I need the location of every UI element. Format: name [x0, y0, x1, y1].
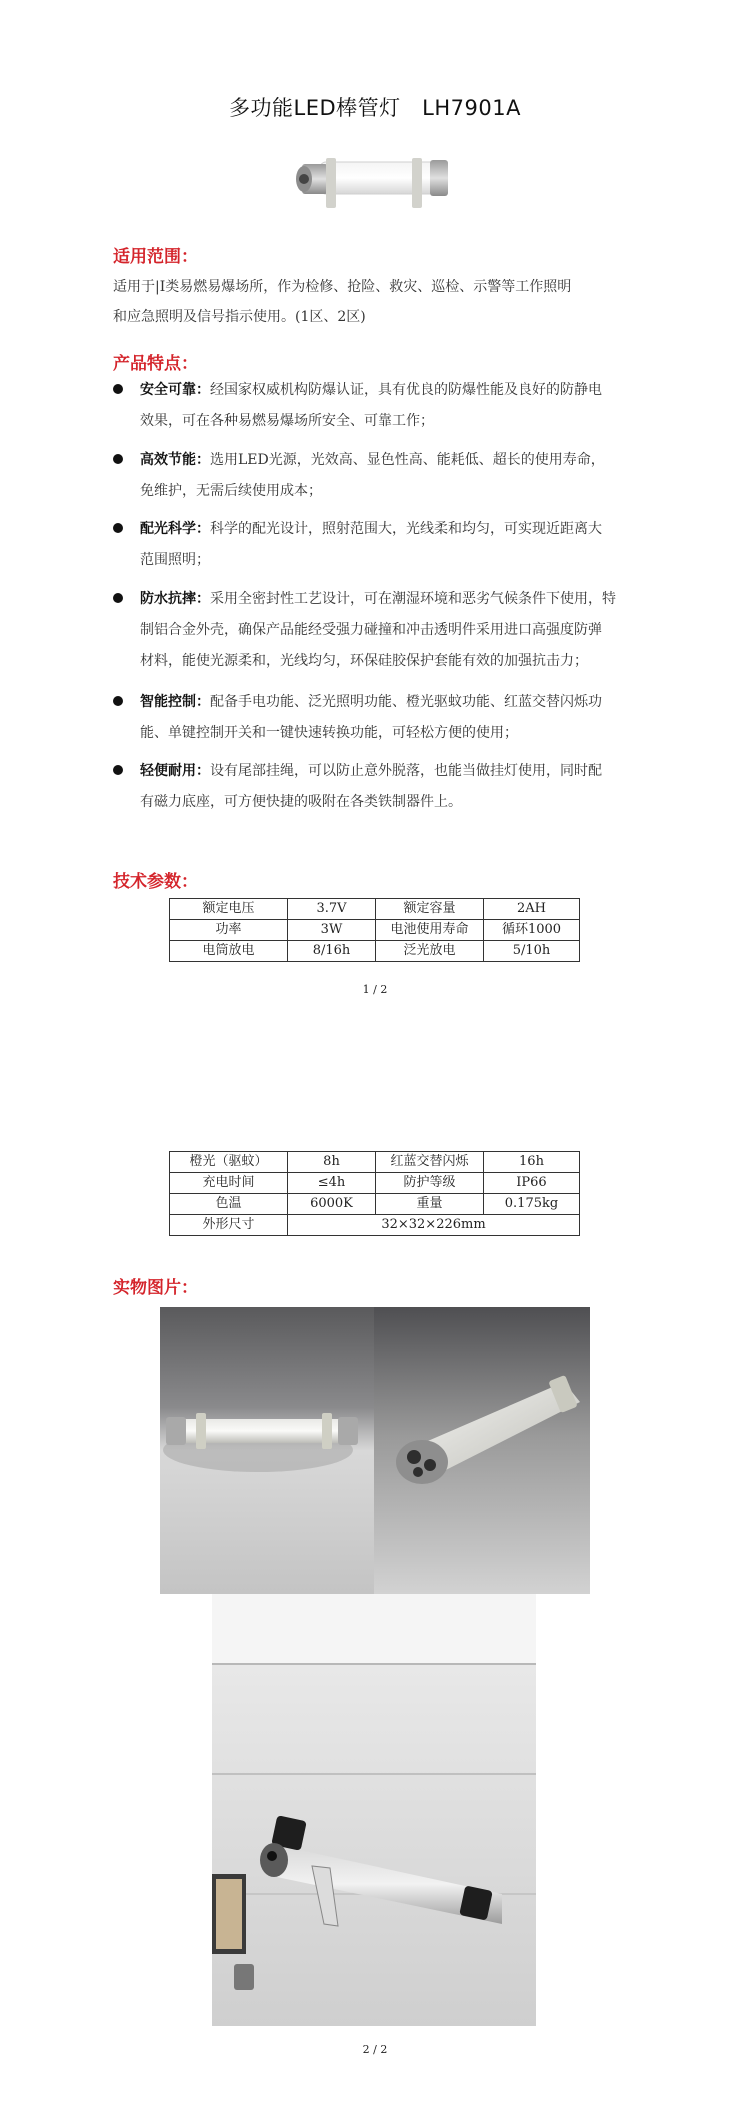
feature-text: 效果，可在各种易燃易爆场所安全、可靠工作； [140, 413, 434, 429]
feature-text: 配备手电功能、泛光照明功能、橙光驱蚊功能、红蓝交替闪烁功 [210, 694, 602, 710]
product-photo-side [160, 1307, 374, 1594]
feature-item: 安全可靠：经国家权威机构防爆认证，具有优良的防爆性能及良好的防静电 效果，可在各种易燃易爆场所安全、可靠工作； [113, 375, 643, 437]
feature-name: 配光科学 [140, 521, 196, 537]
feature-text: 选用LED光源，光效高、显色性高、能耗低、超长的使用寿命， [210, 452, 605, 468]
spec-value: 32×32×226mm [288, 1215, 580, 1236]
spec-label: 功率 [170, 920, 288, 941]
page-title: 多功能LED棒管灯 LH7901A [229, 96, 521, 120]
feature-item: 防水抗摔：采用全密封性工艺设计，可在潮湿环境和恶劣气候条件下使用，特 制铝合金外壳，确保产品能经受强力碰撞和冲击透明件采用进口高强度防弹 材料，能使光源柔和，光线均匀，环保硅胶保护套能有效的加强抗击力； [113, 584, 643, 677]
table-row [170, 941, 580, 962]
table-row [170, 1194, 580, 1215]
feature-text: 有磁力底座，可方便快捷的吸附在各类铁制器件上。 [140, 794, 462, 810]
feature-item: 高效节能：选用LED光源，光效高、显色性高、能耗低、超长的使用寿命， 免维护，无需后续使用成本； [113, 445, 643, 507]
spec-value: 3.7V [288, 899, 376, 920]
feature-text: 制铝合金外壳，确保产品能经受强力碰撞和冲击透明件采用进口高强度防弹 [140, 622, 602, 638]
spec-value: 0.175kg [484, 1194, 580, 1215]
scope-line: 和应急照明及信号指示使用。(1区、2区) [113, 309, 366, 325]
spec-label: 橙光（驱蚊） [170, 1152, 288, 1173]
feature-text: 免维护，无需后续使用成本； [140, 483, 322, 499]
spec-label: 充电时间 [170, 1173, 288, 1194]
scope-line: 适用于|Ⅰ类易燃易爆场所，作为检修、抢险、救灾、巡检、示警等工作照明 [113, 279, 572, 295]
feature-text: 采用全密封性工艺设计，可在潮湿环境和恶劣气候条件下使用，特 [210, 591, 616, 607]
spec-label: 色温 [170, 1194, 288, 1215]
spec-value: ≤4h [288, 1173, 376, 1194]
spec-value: 循环1000 [484, 920, 580, 941]
spec-label: 红蓝交替闪烁 [376, 1152, 484, 1173]
spec-label: 电筒放电 [170, 941, 288, 962]
feature-text: 经国家权威机构防爆认证，具有优良的防爆性能及良好的防静电 [210, 382, 602, 398]
bullet-icon [113, 454, 123, 464]
feature-text: 材料，能使光源柔和，光线均匀，环保硅胶保护套能有效的加强抗击力； [140, 653, 588, 669]
feature-name: 智能控制 [140, 694, 196, 710]
table-row [170, 899, 580, 920]
section-features-heading: 产品特点： [113, 354, 198, 374]
spec-value: 6000K [288, 1194, 376, 1215]
spec-label: 泛光放电 [376, 941, 484, 962]
spec-label: 电池使用寿命 [376, 920, 484, 941]
section-specs-heading: 技术参数： [113, 872, 198, 892]
spec-table-2 [169, 1151, 580, 1236]
bullet-icon [113, 696, 123, 706]
scope-paragraph [113, 272, 633, 332]
spec-table-1 [169, 898, 580, 962]
feature-text: 设有尾部挂绳，可以防止意外脱落，也能当做挂灯使用，同时配 [210, 763, 602, 779]
feature-name: 轻便耐用 [140, 763, 196, 779]
spec-value: 5/10h [484, 941, 580, 962]
section-scope-heading: 适用范围： [113, 247, 198, 267]
spec-value: 8/16h [288, 941, 376, 962]
spec-value: IP66 [484, 1173, 580, 1194]
spec-value: 3W [288, 920, 376, 941]
feature-name: 安全可靠 [140, 382, 196, 398]
table-row [170, 1173, 580, 1194]
page-number: 2 / 2 [362, 2043, 388, 2056]
bullet-icon [113, 765, 123, 775]
table-row [170, 1215, 580, 1236]
feature-text: 范围照明； [140, 552, 210, 568]
bullet-icon [113, 593, 123, 603]
table-row [170, 1152, 580, 1173]
spec-value: 8h [288, 1152, 376, 1173]
spec-label: 防护等级 [376, 1173, 484, 1194]
spec-value: 2AH [484, 899, 580, 920]
page-number: 1 / 2 [362, 983, 388, 996]
feature-name: 高效节能 [140, 452, 196, 468]
product-photo-end [374, 1307, 590, 1594]
feature-item: 配光科学：科学的配光设计，照射范围大，光线柔和均匀，可实现近距离大 范围照明； [113, 514, 643, 576]
spec-value: 16h [484, 1152, 580, 1173]
section-photos-heading: 实物图片： [113, 1278, 198, 1298]
product-photo-mounted [212, 1594, 536, 2026]
feature-text: 能、单键控制开关和一键快速转换功能，可轻松方便的使用； [140, 725, 518, 741]
spec-label: 重量 [376, 1194, 484, 1215]
feature-item: 智能控制：配备手电功能、泛光照明功能、橙光驱蚊功能、红蓝交替闪烁功 能、单键控制开关和一键快速转换功能，可轻松方便的使用； [113, 687, 643, 749]
table-row [170, 920, 580, 941]
bullet-icon [113, 523, 123, 533]
bullet-icon [113, 384, 123, 394]
feature-item: 轻便耐用：设有尾部挂绳，可以防止意外脱落，也能当做挂灯使用，同时配 有磁力底座，可方便快捷的吸附在各类铁制器件上。 [113, 756, 643, 818]
product-thumbnail [290, 152, 460, 224]
spec-label: 外形尺寸 [170, 1215, 288, 1236]
spec-label: 额定电压 [170, 899, 288, 920]
feature-name: 防水抗摔 [140, 591, 196, 607]
spec-label: 额定容量 [376, 899, 484, 920]
feature-text: 科学的配光设计，照射范围大，光线柔和均匀，可实现近距离大 [210, 521, 602, 537]
